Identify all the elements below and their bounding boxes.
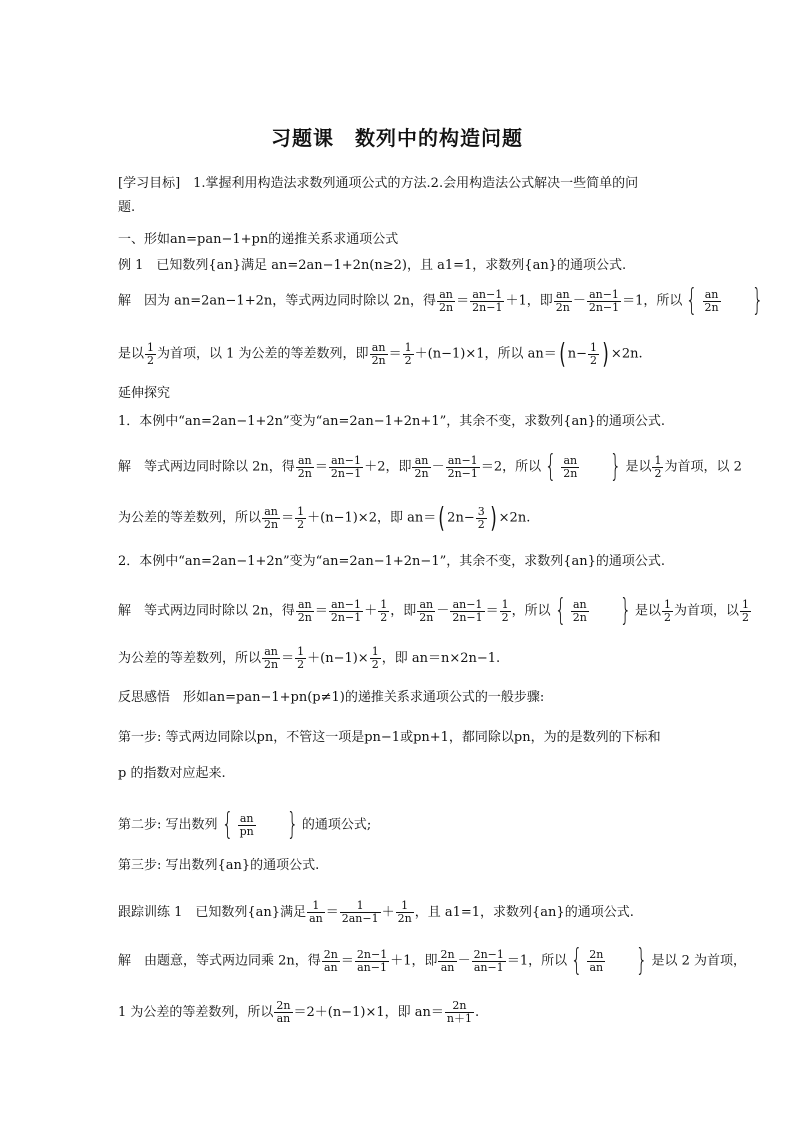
fraction: $\frac{1}{2}$ bbox=[654, 453, 662, 480]
objectives-line-1: [学习目标] 1.掌握利用构造法求数列通项公式的方法.2.会用构造法公式解决一些简单的问 bbox=[118, 176, 639, 191]
fraction: $\frac{an}{2n}$ bbox=[297, 453, 312, 480]
right-brace-icon: } bbox=[751, 283, 763, 318]
fraction: $\frac{an-1}{2n-1}$ bbox=[472, 287, 503, 314]
fraction: $\frac{2n}{n+1}$ bbox=[446, 999, 472, 1025]
practice-1-solution-line-2: 1 为公差的等差数列，所以 $\frac{2n}{an}$ ＝2＋(n−1)×1，即 an＝ $\frac{2n}{n+1}$ . bbox=[118, 999, 480, 1025]
fraction: $\frac{an}{2n}$ bbox=[439, 287, 454, 314]
fraction: $\frac{an}{2n}$ bbox=[264, 504, 279, 531]
example-1-question: 例 1 已知数列{an}满足 an=2an−1+2n(n≥2)，且 a1=1，求数列{an}的通项公式. bbox=[118, 258, 627, 273]
practice-1-solution-line-1: 解 由题意，等式两边同乘 2n，得 $\frac{2n}{an}$ ＝ $\frac{2n-1}{an-1}$ ＋1，即 $\frac{2n}{an}$ － $\frac{2n-1}{an-1}$ ＝1，所以 { $\frac{2n}{an}$ } 是以 2 为首项， bbox=[118, 943, 747, 978]
fraction: $\frac{an}{2n}$ bbox=[297, 597, 312, 624]
extend-title: 延伸探究 bbox=[118, 386, 171, 401]
fraction: $\frac{1}{2}$ bbox=[404, 340, 412, 367]
fraction: $\frac{an}{2n}$ bbox=[414, 453, 429, 480]
extension-1-question: 1．本例中“an=2an−1+2n”变为“an=2an−1+2n+1”，其余不变，求数列{an}的通项公式. bbox=[118, 414, 666, 429]
reflection-line-5: 第三步: 写出数列{an}的通项公式. bbox=[118, 858, 320, 873]
left-brace-icon: { bbox=[686, 283, 698, 318]
left-brace-icon: { bbox=[221, 807, 233, 842]
section-heading-1: 一、形如an=pan−1+pn的递推关系求通项公式 bbox=[118, 232, 399, 247]
fraction: $\frac{1}{2}$ bbox=[663, 597, 671, 624]
fraction: $\frac{an-1}{2n-1}$ bbox=[330, 453, 362, 480]
text: 解 因为 an=2an−1+2n，等式两边同时除以 2n，得 bbox=[118, 293, 437, 309]
fraction: $\frac{2n-1}{an-1}$ bbox=[356, 947, 388, 974]
fraction: $\frac{1}{an}$ bbox=[309, 899, 323, 925]
extension-1-solution-line-2: 为公差的等差数列，所以 $\frac{an}{2n}$ ＝ $\frac{1}{2}$ ＋(n−1)×2，即 an＝( 2n− $\frac{3}{2}$ ) ×2n. bbox=[118, 501, 531, 534]
fraction: $\frac{2n}{an}$ bbox=[276, 999, 291, 1025]
fraction: $\frac{1}{2}$ bbox=[380, 597, 388, 624]
left-paren-icon: ( bbox=[438, 501, 445, 534]
fraction: $\frac{an-1}{2n-1}$ bbox=[452, 597, 483, 624]
right-brace-icon: } bbox=[636, 943, 648, 978]
fraction: $\frac{an}{2n}$ bbox=[572, 597, 587, 624]
fraction: $\frac{1}{2}$ bbox=[501, 597, 509, 624]
fraction: $\frac{1}{2}$ bbox=[297, 504, 305, 531]
fraction: $\frac{an}{2n}$ bbox=[419, 597, 434, 624]
fraction: $\frac{3}{2}$ bbox=[477, 504, 485, 531]
fraction: $\frac{1}{2}$ bbox=[742, 597, 749, 624]
fraction: $\frac{an}{2n}$ bbox=[555, 287, 570, 314]
fraction: $\frac{an}{2n}$ bbox=[704, 287, 719, 314]
right-brace-icon: } bbox=[286, 807, 299, 842]
fraction: $\frac{an}{2n}$ bbox=[563, 453, 578, 480]
left-brace-icon: { bbox=[571, 943, 583, 978]
fraction: $\frac{1}{2an-1}$ bbox=[341, 899, 379, 925]
example-1-solution-line-1: 解 因为 an=2an−1+2n，等式两边同时除以 2n，得 $\frac{an}{2n}$ ＝ $\frac{an-1}{2n-1}$ ＋1，即 $\frac{an}{2n}$ － $\frac{an-1}{2n-1}$ ＝1，所以 { $\frac{an}{2n}$ } bbox=[118, 283, 763, 318]
fraction: $\frac{1}{2}$ bbox=[589, 340, 597, 367]
fraction: $\frac{1}{2}$ bbox=[147, 340, 155, 367]
reflection-line-2: 第一步: 等式两边同除以pn，不管这一项是pn−1或pn+1，都同除以pn，为的是数列的下标和 bbox=[118, 730, 661, 745]
fraction: $\frac{1}{2n}$ bbox=[397, 899, 412, 925]
right-paren-icon: ) bbox=[489, 501, 497, 534]
right-brace-icon: } bbox=[610, 449, 622, 484]
fraction: $\frac{2n-1}{an-1}$ bbox=[473, 947, 504, 974]
fraction: $\frac{an}{2n}$ bbox=[264, 645, 279, 671]
fraction: $\frac{an-1}{2n-1}$ bbox=[447, 453, 478, 480]
fraction: $\frac{2n}{an}$ bbox=[440, 947, 455, 974]
reflection-line-3: p 的指数对应起来. bbox=[118, 766, 226, 781]
objectives-line-2: 题. bbox=[118, 200, 136, 215]
fraction: $\frac{an}{2n}$ bbox=[371, 340, 386, 367]
left-brace-icon: { bbox=[554, 593, 566, 628]
fraction: $\frac{2n}{an}$ bbox=[323, 947, 338, 974]
reflection-line-4: 第二步: 写出数列 { $\frac{an}{pn}$ } 的通项公式; bbox=[118, 807, 372, 842]
left-brace-icon: { bbox=[545, 449, 557, 484]
fraction: $\frac{2n}{an}$ bbox=[589, 947, 604, 974]
extension-2-question: 2．本例中“an=2an−1+2n”变为“an=2an−1+2n−1”，其余不变，求数列{an}的通项公式. bbox=[118, 554, 666, 569]
extension-2-solution-line-1: 解 等式两边同时除以 2n，得 $\frac{an}{2n}$ ＝ $\frac{an-1}{2n-1}$ ＋ $\frac{1}{2}$ ，即 $\frac{an}{2n}$ － $\frac{an-1}{2n-1}$ ＝ $\frac{1}{2}$ ，所以 { $\frac{an}{2n}$ } 是以 $\frac{1}{2}$ 为首项，以 $\frac{1}{2}$ bbox=[118, 593, 749, 628]
reflection-line-1: 反思感悟 形如an=pan−1+pn(p≠1)的递推关系求通项公式的一般步骤: bbox=[118, 690, 545, 705]
fraction: $\frac{an-1}{2n-1}$ bbox=[330, 597, 362, 624]
example-1-solution-line-2: 是以 $\frac{1}{2}$ 为首项，以 1 为公差的等差数列，即 $\frac{an}{2n}$ ＝ $\frac{1}{2}$ ＋(n−1)×1，所以 an＝( n− $\frac{1}{2}$ ) ×2n. bbox=[118, 337, 643, 370]
page-title: 习题课 数列中的构造问题 bbox=[271, 126, 523, 150]
right-brace-icon: } bbox=[619, 593, 632, 628]
practice-1-question: 跟踪训练 1 已知数列{an}满足 $\frac{1}{an}$ ＝ $\frac{1}{2an-1}$ ＋ $\frac{1}{2n}$ ，且 a1=1，求数列{an}的通项公式. bbox=[118, 899, 634, 925]
left-paren-icon: ( bbox=[558, 337, 566, 370]
fraction: $\frac{an}{pn}$ bbox=[239, 811, 254, 838]
extension-2-solution-line-2: 为公差的等差数列，所以 $\frac{an}{2n}$ ＝ $\frac{1}{2}$ ＋(n−1)× $\frac{1}{2}$ ，即 an＝n×2n−1. bbox=[118, 645, 501, 671]
fraction: $\frac{1}{2}$ bbox=[371, 645, 379, 671]
extension-1-solution-line-1: 解 等式两边同时除以 2n，得 $\frac{an}{2n}$ ＝ $\frac{an-1}{2n-1}$ ＋2，即 $\frac{an}{2n}$ － $\frac{an-1}{2n-1}$ ＝2，所以 { $\frac{an}{2n}$ } 是以 $\frac{1}{2}$ 为首项，以 2 bbox=[118, 449, 742, 484]
fraction: $\frac{1}{2}$ bbox=[297, 645, 305, 671]
right-paren-icon: ) bbox=[602, 337, 609, 370]
fraction: $\frac{an-1}{2n-1}$ bbox=[588, 287, 620, 314]
